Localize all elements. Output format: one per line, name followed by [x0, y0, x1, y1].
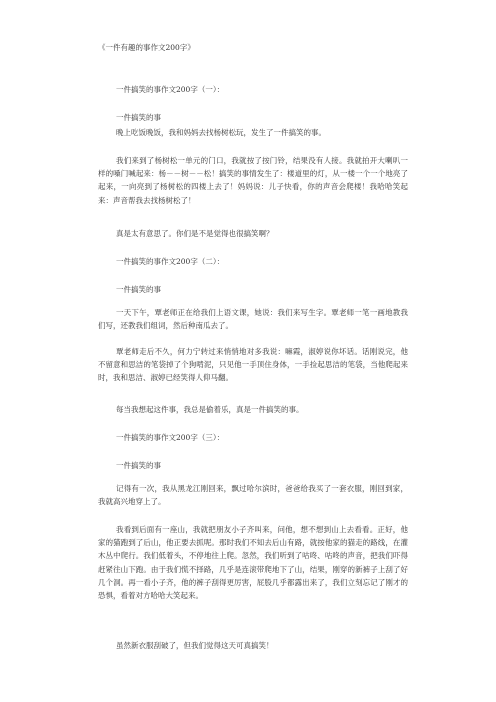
- section-subtitle: 一件搞笑的事: [116, 113, 161, 122]
- section-heading: 一件搞笑的事作文200字（一）：: [116, 85, 225, 94]
- paragraph: 我们来到了杨树松一单元的门口，我就按了按门铃，结果没有人接。我就拍开大喇叭一样的嗓门喊起来：杨－－树－－松！搞笑的事情发生了：楼道里的灯，从一楼一个一个地亮了起来，一向亮到了杨树松的四楼上去了！妈妈说：儿子快看，你的声音会爬楼！我哈哈笑起来：声音帮我去找杨树松了！: [98, 156, 408, 205]
- paragraph: 虽然新衣服刮破了，但我们觉得这天可真搞笑！: [116, 641, 274, 650]
- paragraph: 记得有一次，我从黑龙江刚回来，飘过哈尔滨时，爸爸给我买了一套衣服，刚回到家，我就高兴地穿上了。: [98, 484, 408, 507]
- paragraph: 一天下午，覃老师正在给我们上语文课，她说：我们来写生字。覃老师一笔一画地教我们写，还教我们组词，然后种南瓜去了。: [98, 308, 408, 331]
- section-heading: 一件搞笑的事作文200字（二）：: [116, 257, 225, 266]
- paragraph: 晚上吃饭晚饭，我和妈妈去找杨树松玩，发生了一件搞笑的事。: [116, 128, 326, 137]
- paragraph: 覃老师走后不久，何力宁转过来悄悄地对多我说：嘛霞，淑婷说你坏话。话刚说完，他不留意和思洁的笔袋掉了个狗啃泥，只见他一手顶住身体，一手捡起思洁的笔袋，当他爬起来时，我和思洁、淑婷已经笑得人仰马翻。: [98, 347, 408, 383]
- paragraph: 每当我想起这件事，我总是偷着乐，真是一件搞笑的事。: [116, 405, 304, 414]
- section-heading: 一件搞笑的事作文200字（三）：: [116, 433, 225, 442]
- section-subtitle: 一件搞笑的事: [116, 285, 161, 294]
- section-subtitle: 一件搞笑的事: [116, 461, 161, 470]
- document-title: 《一件有趣的事作文200字》: [98, 43, 195, 52]
- paragraph: 我看到后面有一座山，我就把朋友小子齐叫来，问他，想不想到山上去看看。正好，他家的猫跑到了后山，他正要去抓呢。那时我们不知去后山有路，就按他家的猫走的路线，在灌木丛中爬行。我们低着头，不停地往上爬。忽然，我们听到了咕咚、咕咚的声音，把我们吓得赶紧往山下跑。由于我们慌不择路，几乎是连滚带爬地下了山，结果，刚穿的新裤子上刮了好几个洞。再一看小子齐，他的裤子刮得更厉害，屁股几乎都露出来了，我们立刻忘记了刚才的恐惧，看着对方哈哈大笑起来。: [98, 525, 408, 601]
- paragraph: 真是太有意思了。你们是不是觉得也很搞笑啊？: [116, 229, 274, 238]
